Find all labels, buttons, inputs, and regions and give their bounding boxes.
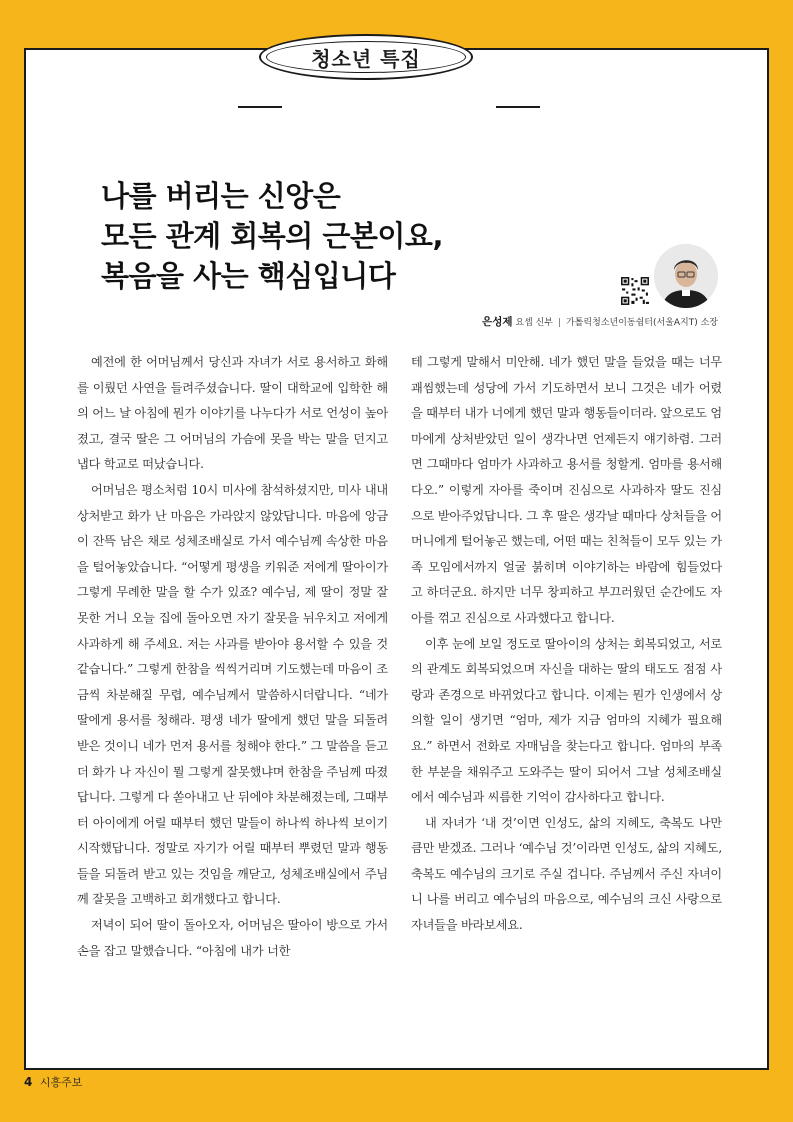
- paragraph: 이후 눈에 보일 정도로 딸아이의 상처는 회복되었고, 서로의 관계도 회복되었으며 자신을 대하는 딸의 태도도 점점 사랑과 존경으로 바뀌었다고 합니다. 이제는 뭔가 인생에서 상의할 일이 생기면 “엄마, 제가 지금 엄마의 지혜가 필요해요.” 하면서 전화로 자매님을 찾는다고 합니다. 엄마의 부족한 부분을 채워주고 도와주는 딸이 되어서 그날 성체조배실에서 예수님과 씨름한 기억이 감사하다고 합니다.: [411, 636, 722, 805]
- paragraph: 테 그렇게 말해서 미안해. 네가 했던 말을 들었을 때는 너무 괘씸했는데 성당에 가서 기도하면서 보니 그것은 네가 어렸을 때부터 내가 너에게 했던 말과 행동들이더라. 앞으로도 엄마에게 상처받았던 일이 생각나면 언제든지 얘기하렴. 그러면 그때마다 엄마가 사과하고 용서를 청할게. 엄마를 용서해 다오.” 이렇게 자아를 죽이며 진심으로 사과하자 딸도 진심으로 받아주었답니다. 그 후 딸은 생각날 때마다 상처들을 어머니에게 털어놓곤 했는데, 어떤 때는 친척들이 모두 있는 가족 모임에서까지 얼굴 붉히며 이야기하는 바람에 힘들었다고 하더군요. 하지만 너무 창피하고 부끄러웠던 순간에도 자아를 꺾고 진심으로 사과했다고 합니다.: [411, 355, 722, 625]
- headline-line-3: 복음을 사는 핵심입니다: [101, 259, 396, 293]
- section-badge: [259, 34, 473, 80]
- headline-line-1: 나를 버리는 신앙은: [101, 179, 341, 213]
- author-photo: [654, 244, 718, 308]
- headline-line-2: 모든 관계 회복의 근본이요,: [101, 219, 443, 253]
- author-role: 요셉 신부: [515, 318, 553, 328]
- paragraph: 예전에 한 어머님께서 당신과 자녀가 서로 용서하고 화해를 이뤘던 사연을 들려주셨습니다. 딸이 대학교에 입학한 해의 어느 날 아침에 뭔가 이야기를 나누다가 서로 언성이 높아졌고, 결국 딸은 그 어머님의 가슴에 못을 박는 말을 던지고 냅다 학교로 떠났습니다.: [77, 355, 388, 472]
- author-portrait: [654, 244, 718, 308]
- section-rule-right: [496, 106, 540, 108]
- section-rule-left: [238, 106, 282, 108]
- page-number: 4: [24, 1075, 33, 1089]
- author-name: 은성제: [482, 316, 513, 328]
- article-headline: [101, 176, 621, 296]
- qr-code-icon[interactable]: [620, 276, 650, 306]
- page-footer: [24, 1074, 82, 1090]
- author-byline: 은성제 요셉 신부 | 가톨릭청소년이동쉼터(서울A지T) 소장: [482, 316, 718, 328]
- page-frame: [24, 48, 769, 1070]
- paragraph: 저녁이 되어 딸이 돌아오자, 어머님은 딸아이 방으로 가서 손을 잡고 말했습니다. “아침에 내가 너한: [77, 918, 388, 958]
- paragraph: 내 자녀가 ‘내 것’이면 인성도, 삶의 지혜도, 축복도 나만큼만 받겠죠. 그러나 ‘예수님 것’이라면 인성도, 삶의 지혜도, 축복도 예수님의 크기로 주실 겁니다. 주님께서 주신 자녀이니 나를 버리고 예수님의 마음으로, 예수님의 크신 사랑으로 자녀들을 바라보세요.: [411, 815, 722, 933]
- body-column-left: [77, 350, 388, 964]
- publication-name: 시흥주보: [39, 1076, 83, 1089]
- author-affiliation: 가톨릭청소년이동쉼터(서울A지T) 소장: [566, 318, 718, 328]
- paragraph: 어머님은 평소처럼 10시 미사에 참석하셨지만, 미사 내내 상처받고 화가 난 마음은 가라앉지 않았답니다. 마음에 앙금이 잔뜩 남은 채로 성체조배실로 가서 예수님께 속상한 마음을 털어놓았습니다. “어떻게 평생을 키워준 저에게 딸아이가 그렇게 무례한 말을 할 수가 있죠? 예수님, 제 딸이 정말 잘못한 거니 오늘 집에 돌아오면 자기 잘못을 뉘우치고 저에게 사과하게 해 주세요. 저는 사과를 받아야 용서할 수 있을 것 같습니다.” 그렇게 한참을 씩씩거리며 기도했는데 마음이 조금씩 차분해질 무렵, 예수님께서 말씀하시더랍니다. “네가 딸에게 용서를 청해라. 평생 네가 딸에게 했던 말을 되돌려 받은 것이니 네가 먼저 용서를 청해야 한다.” 그 말씀을 듣고 더 화가 나 자신이 뭘 그렇게 잘못했냐며 한참을 주님께 따졌답니다. 그렇게 다 쏟아내고 난 뒤에야 차분해졌는데, 그때부터 아이에게 어릴 때부터 했던 말들이 하나씩 하나씩 보이기 시작했답니다. 정말로 자기가 어릴 때부터 뿌렸던 말과 행동들을 되돌려 받고 있는 것임을 깨닫고, 성체조배실에서 주님께 잘못을 고백하고 회개했다고 합니다.: [77, 482, 388, 907]
- body-column-right: [411, 350, 722, 939]
- section-title: 청소년 특집: [311, 46, 421, 71]
